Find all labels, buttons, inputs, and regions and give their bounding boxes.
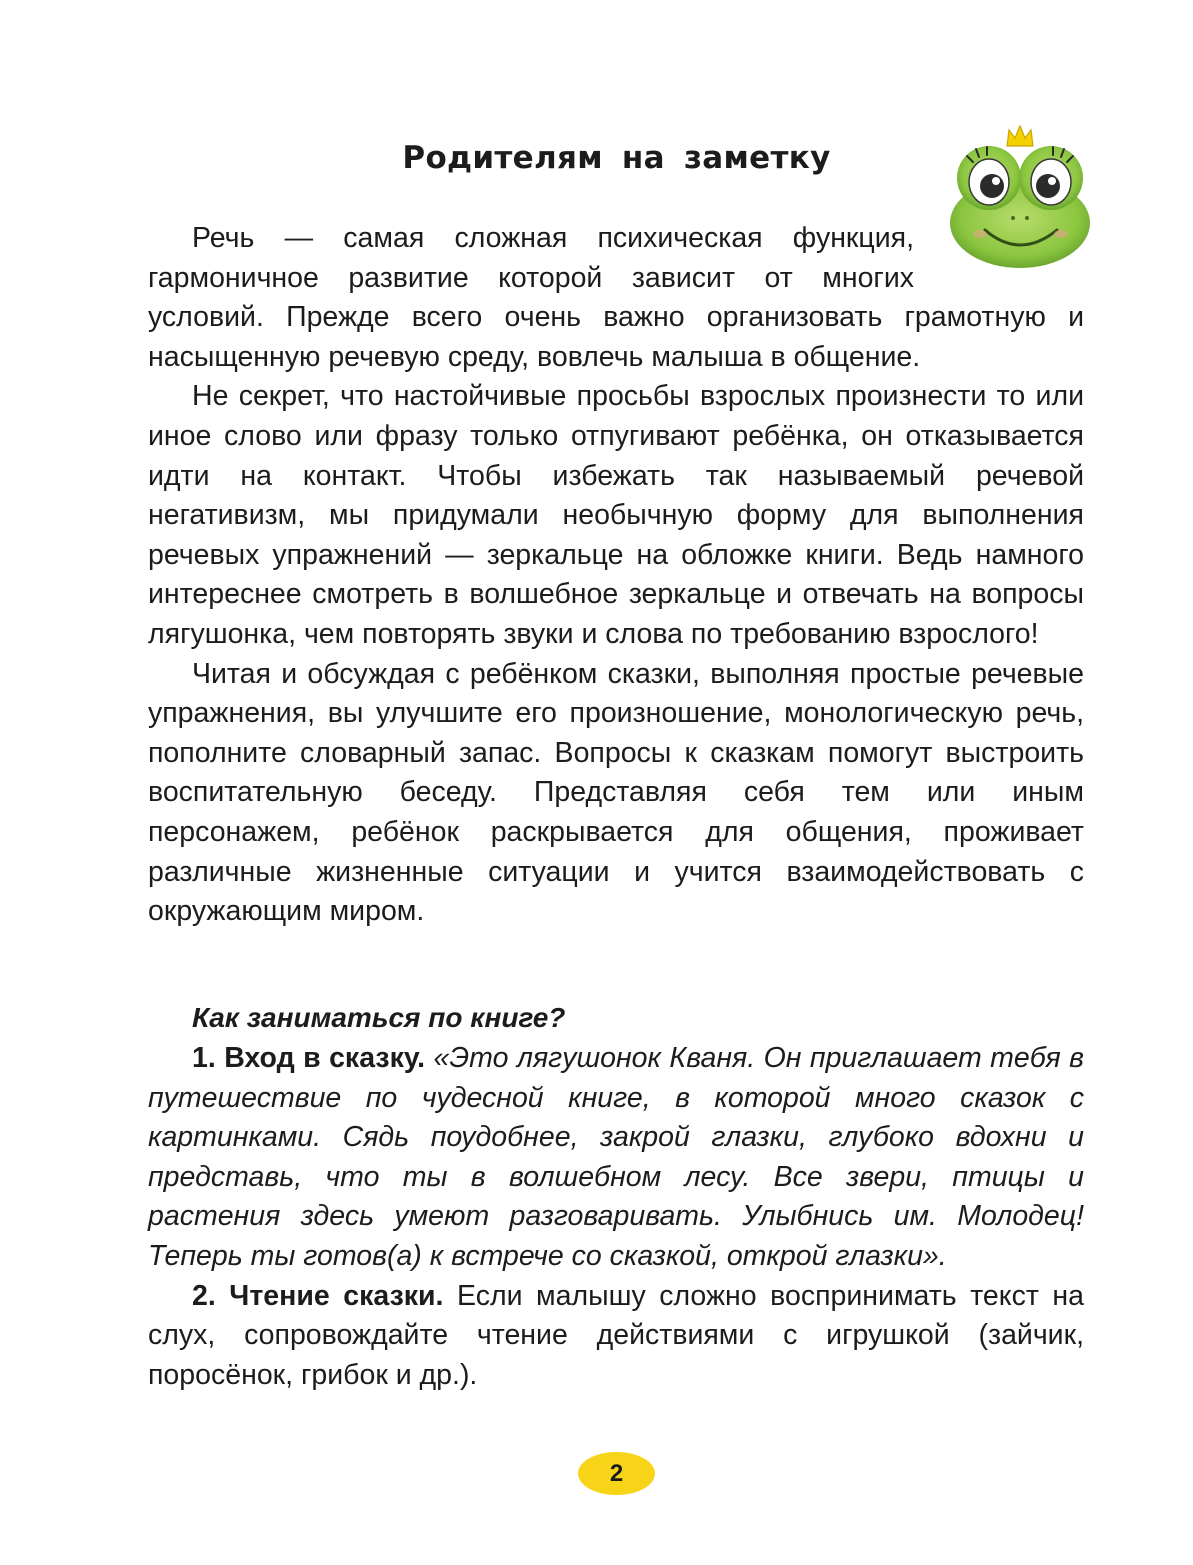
page-number-badge <box>578 1452 655 1495</box>
step-text: «Это лягушонок Кваня. Он приглашает тебя в путешествие по чудесной книге, в которой много сказок с картинками. Сядь поудобнее, закрой глазки, глубоко вдохни и представь, что ты в волшебном лесу. Все звери, птицы и растения здесь умеют разговаривать. Улыбнись им. Молодец! Теперь ты готов(а) к встрече со сказкой, открой глазки». <box>148 1042 1084 1272</box>
steps-text <box>148 1039 1084 1395</box>
page-number: 2 <box>609 1459 624 1487</box>
intro-paragraph: Речь — самая сложная психическая функция, гармоничное развитие которой зависит от многих условий. Прежде всего очень важно организовать грамотную и насыщенную речевую среду, вовлечь малыша в общение. <box>148 222 1084 373</box>
intro-text <box>148 219 1084 932</box>
step-paragraph <box>148 1277 1084 1396</box>
step-label: 2. Чтение сказки. <box>192 1279 444 1312</box>
frog-space <box>914 219 1084 291</box>
step-text: Если малышу сложно воспринимать текст на слух, сопровождайте чтение действиями с игрушкой (зайчик, поросёнок, грибок и др.). <box>148 1279 1084 1391</box>
page-title: Родителям на заметку <box>402 140 831 176</box>
step-paragraph <box>148 1039 1084 1277</box>
step-label: 1. Вход в сказку. <box>192 1042 426 1074</box>
how-to-subheading: Как заниматься по книге? <box>192 1002 566 1033</box>
intro-paragraph: Читая и обсуждая с ребёнком сказки, выполняя простые речевые упражнения, вы улучшите его произношение, монологическую речь, пополните словарный запас. Вопросы к сказкам помогут выстроить воспитательную беседу. Представляя себя тем или иным персонажем, ребёнок раскрывается для общения, проживает различные жизненные ситуации и учится взаимодействовать с окружающим миром. <box>148 657 1084 928</box>
intro-paragraph: Не секрет, что настойчивые просьбы взрослых произнести то или иное слово или фразу только отпугивают ребёнка, он отказывается идти на контакт. Чтобы избежать так называемый речевой негативизм, мы придумали необычную форму для выполнения речевых упражнений — зеркальце на обложке книги. Ведь намного интереснее смотреть в волшебное зеркальце и отвечать на вопросы лягушонка, чем повторять звуки и слова по требованию взрослого! <box>148 380 1084 650</box>
